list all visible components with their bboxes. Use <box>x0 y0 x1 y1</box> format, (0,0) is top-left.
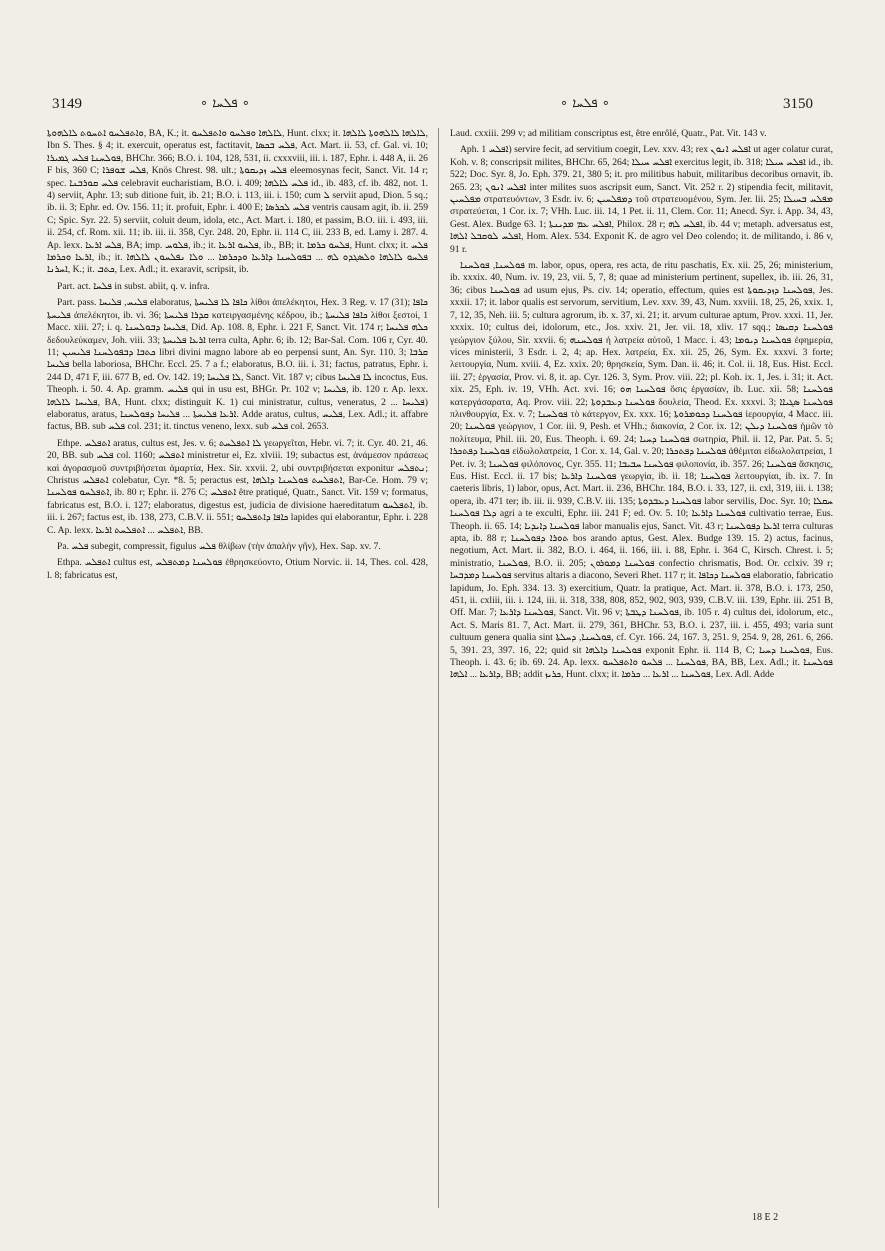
right-page-number: 3150 <box>783 96 813 112</box>
left-page-number: 3149 <box>52 96 82 112</box>
page-header <box>0 96 885 120</box>
entry-paragraph: Aph. ܐܦܠܚ 1) servire fecit, ad servitium coegit, Lev. xxv. 43; rex ܐܦܠܚ ܐܢܘܢ ut ager colatur curat, Koh. v. 8; conscripsit milites, BHChr. 65, 264; ܐܦܠܚ ܚܝܠܐ exercitus legit, ib. 318; ܐܦܠܚ ܚܝܠܐ id., ib. 522; Doc. Syr. 8, Jo. Eph. 379. 21, 380 5; it. pro militibus habuit, militaribus decoribus ornavit, ib. 265. 23; ܐܦܠܚ ܐܢܘܢ inter milites suos ascripsit eum, Sanct. Vit. 252 r. 2) stipendia fecit, militavit, ܡܦܠܚܝܢ στρατευόντων, 3 Esdr. iv. 6; ܕܡܦܠܚܝܢ τοῦ στρατευομένου, Sym. Jer. lii. 25; ܡܦܠܚ ܒܚܝܠܐ στρατεύεται, 1 Cor. ix. 7; VHh. Luc. iii. 14, 1 Pet. ii. 11, Clem. Cor. 11; Anecd. Syr. i. App. 34, 43, Gest. Alex. Budge 63. 1; ܐܦܠܚ ܥܡ ܡܕܝܢܬܐ, Philox. 28 r; ܐܦܠܚ ܠܗ, ib. 44 v; metaph. adversatus est, ܐܦܠܚ ܠܘܩܒܠ ܐܠܗܐ, Hom. Alex. 534. Exponit K. de agro vel Deo colendo; it. de militando, i. 86 v, 91 r. <box>450 144 833 255</box>
entry-paragraph: Part. act. ܦܠܚܐ in subst. abiit, q. v. infra. <box>57 280 210 292</box>
entry-paragraph: Laud. cxxiii. 299 v; ad militiam conscriptus est, être enrôlé, Quatr., Pat. Vit. 143 v. <box>450 128 767 139</box>
left-running-head: ∘ ܦܠܚܐ ∘ <box>200 96 250 111</box>
entry-paragraph: ܘܐܬܦܠܚܘ ܐܬܚܘܬ ܠܐܠܗܘܬܐ, BA, K.; it. ܠܐܠܗܐ ܘܦܠܚܘ ܘܐܬܦܠܚܘ, Hunt. clxx; it. ܠܐܠܗܐ ܠܐܠܗܘܬܐ ܠܐܠܗܐ, Ibn S. Thes. § 4; it. exercuit, operatus est, factitavit, ܦܠܚ ܒܟܣܐ, Act. Mart. ii. 53, cf. Gal. vi. 10; ܦܘܠܚܢܐ ܦܠܚ ܓܡܝܪܐ, BHChr. 366; B.O. i. 104, 128, 531, ii. cxxxviii, iii. i. 187, Ephr. i. 448 A, ii. 26 F bis, 360 C; ܦܠܚ ܫܘܦܪܐ, Knös Chrest. 98. ult.; ܦܠܚ ܙܕܝܩܘܬܐ eleemosynas fecit, Sanct. Vit. 14 r; spec. ܦܠܚ ܩܘܪܒܢܐ celebravit eucharistiam, B.O. i. 409; ܦܠܚ ܠܐܠܗܐ id., ib. 483, cf. ib. 482, not. 1. 4) serviit, Aphr. 13; sub ditione fuit, ib. 21; B.O. i. 113, iii. i. 150; cum ܠ serviit apud, Dion. 5 sq.; ib. ii. 3; Ephr. ed. Ov. 156. 11; it. profuit, Ephr. i. 400 E; ܦܠܚ ܠܟܪܣܐ ventris causam agit, ib. ii. 259 C; Spic. Syr. 22. 5) serviit, coluit deum, idola, etc., Act. Mart. i. 180, et passim, B.O. iii. i. 493, iii. ii. 254, cf. Rom. xii. 11; ib. iii. ii. 358, Cyr. 248. 20, Ephr. ii. 114 C, iii. 233 B, ed. Lamy i. 287. 4. Ap. lexx. ܦܠܚ ܐܪܥܐ, BA; imp. ܦܠܘܚ, ib.; it. ܦܠܚܘ ܐܪܥܐ, ib., BB; it. ܦܠܚܘ ܟܪܡܐ, Hunt. clxx; it. ܦܠܚ ܐܪܥܐ ܘܟܪܡܐ, ib.; it. ܦܠܚܘ ܠܐܠܗܐ ܘܠܣܓܕܘ ܠܗ ... ܒܦܘܠܚܢܐ ܕܐܪܥܐ ܘܕܟܪܡܐ ... ܘܠܐ ܢܦܠܚܘܢ ܠܐܠܗܐ ܐܚܪܢܐ, K.; it. ܟܬܒ, Lex. Adl.; it. exaravit, scripsit, ib. <box>47 128 428 276</box>
right-column <box>450 128 833 1213</box>
column-divider <box>438 128 439 1208</box>
entry-paragraph: ܦܘܠܚܢܐ, ܦܘܠܚܢܐ m. labor, opus, opera, res acta, de ritu paschatis, Ex. xii. 25, 26; ministerium, ib. xxxix. 40, Num. iv. 19, 23, vii. 5, 7, 8; quae ad ministerium pertinent, supellex, ib. iii. 26, 31, 36; cibus ܦܘܠܚܢܐ ad usum ejus, Ps. civ. 14; operatio, effectum, quies est ܦܘܠܚܢܐ ܕܙܕܝܩܘܬܐ, Jes. xxxii. 17; it. labor qualis est servorum, servitium, Lev. xxv. 39, 43, Num. xxviii. 18, 25, 26, xxix. 1, 7, 12, 35, Neh. iii. 5; cultura agrorum, ib. x. 37, xi. 21; it. arvum culturae aptum, Prov. xxxi. 11, Jer. xxxix. 10; cultus dei, idolorum, etc., Jos. xxiv. 21, Jer. vii. 18, xliv. 17 sqq.; ܦܘܠܚܢܐ ܕܩܝܣܐ γεώργιον ξύλου, Sir. xxvii. 6; ܦܘܠܚܢܗ ἡ λατρεία αὐτοῦ, 1 Macc. i. 43; ܦܘܠܚܢܐ ܕܝܘܡܐ ἐφημερία, vices ministerii, 3 Esdr. i. 2, 4; ap. Hex. λατρεία, Ex. xii. 25, 26, Sym. Ex. xxxvi. 3 forte; λειτουργία, Num. xviii. 4, Ez. xxix. 20; θρησκεία, Sym. Dan. ii. 46; it. Col. ii. 18, Eus. Hist. Eccl. iii. 27; ἐργασία, Prov. vi. 8, it. ap. Cyr. 126. 3, Sym. Prov. viii. 22; pl. Koh. ix. 1, Jes. i. 31; it. Act. xix. 25, Eph. iv. 19, VHh. Act. xvi. 16; ܦܘܠܚܢܐ ܗܘ ὅσις ἐργασίαν, ib. Luc. xii. 58; ܦܘܠܚܢܐ κατεργάσαρατα, Aq. Prov. viii. 22; ܦܘܠܚܢܐ ܕܥܒܕܘܬܐ δουλεία, Theod. Ex. xxxvi. 3; ܦܘܠܚܢܐ ܣܓܝܐܐ πλινθουργία, Ex. v. 7; ܦܘܠܚܢܐ τὸ κάτεργον, Ex. xxx. 16; ܦܘܠܚܢܐ ܕܟܘܡܪܘܬܐ ἱερουργία, 4 Macc. iii. 20; ܦܘܠܚܢܐ γεώργιον, 1 Cor. iii. 9, Pesh. et VHh.; διακονία, 2 Cor. ix. 12; ܦܘܠܚܢܐ ܕܝܠܢ ἡμῶν τὸ πολίτευμα, Phil. iii. 20, Eus. Theoph. i. 69. 24; ܦܘܠܚܢܐ ܕܚܝܐ σωτηρία, Phil. ii. 12, Par. Pat. 5. 5; ܦܘܠܚܢܐ ܕܦܬܟܪܐ εἰδωλολατρεία, 1 Cor. x. 14, Gal. v. 20; ܦܘܠܚܢܐ ܕܦܬܟܪܐ ἀθέμιται εἰδωλολατρείαι, 1 Pet. iv. 3; ܦܘܠܚܢܐ φιλόπονος, Cyr. 355. 11; ܦܘܠܚܢܐ ܚܒܝܒܐ φιλοπονία, ib. 357. 26; ܦܘܠܚܢܐ ἄσκησις, Eus. Hist. Eccl. ii. 17 bis; ܦܘܠܚܢܐ ܕܐܪܥܐ γεωργία, ib. ii. 18; ܦܘܠܚܢܐ λειτουργίαι, ib. ix. 7. In caeteris libris, 1) labor, opus, Act. Mart. ii. 236, BHChr. 184, B.O. i. 33, 127, ii. cxl, 319, iii. i. 138; opera, ib. 471 ter; ib. iii. ii. 939, C.B.V. iii. 135; ܦܘܠܚܢܐ ܕܥܒܕܘܬܐ labor servilis, Doc. Syr. 10; ܚܩܠܐ ܕܠܐ ܦܘܠܚܢܐ agri a te exculti, Ephr. iii. 241 F; ed. Ov. 5. 10; ܦܘܠܚܢܐ ܕܐܪܥܐ cultivatio terrae, Eus. Theoph. ii. 65. 14; ܦܘܠܚܢܐ ܕܐܝܕܝܐ labor manualis ejus, Sanct. Vit. 43 r; ܐܪܥܐ ܕܦܘܠܚܢܐ terra culturas apta, ib. 88 r; ܬܘܪܐ ܕܦܘܠܚܢܐ bos arando aptus, Gest. Alex. Budge 139. 15. 2) actus, facinus, negotium, Act. Mart. ii. 382, B.O. i. 464, ii. 166, iii. i. 88, Ephr. i. 364 C, Kirsch. Chrest. i. 5; ministratio, ܦܘܠܚܢܐ, B.O. ii. 205; ܦܘܠܚܢܐ ܕܡܘܪܘܢ confectio chrismatis, Bod. Or. cclxiv. 39 r; ܦܘܠܚܢܐ ܕܡܕܒܚܐ servitus altaris a diacono, Severi Rhet. 117 r; it. ܦܘܠܚܢܐ ܕܟܐܦܐ elaboratio, fabricatio lapidum, Jo. Eph. 334. 13. 3) exercitium, Quatr. la pratique, Act. Mart. ii. 378, B.O. i. 173, 250, 451, ii. cxliii, iii. i. 124, iii. ii. 318, 338, 808, 852, 902, 903, 939, C.B.V. iii. 139, Ephr. iii. 251 B, Off. Mar. 7; ܦܘܠܚܢܐ ܕܐܪܥܐ, Sanct. Vit. 96 v; ܦܘܠܚܢܐ ܕܛܒܬܐ, ib. 105 r. 4) cultus dei, idolorum, etc., Act. S. Maris 81. 7, Act. Mart. ii. 279, 361, BHChr. 53, B.O. i. 237, iii. i. 455, 493; varia sunt cultuum genera qualia sint ܦܘܠܚܢܐ, ܕܚܠܬܐ, cf. Cyr. 166. 24, 167. 3, 251. 9, 254. 9, 28, 261. 6, 266. 5, 391. 23, 397. 16, 22; quid sit ܦܘܠܚܢܐ ܕܐܠܗܐ exponit Ephr. ii. 114 B, C; ܦܘܠܚܢܐ ܕܚܝܐ, Eus. Theoph. i. 43. 6; ib. 69. 24. Ap. lexx. ܦܘܠܚܢܐ ... ܦܠܚܘ ܘܐܬܦܠܚܘ, BA, BB, Lex. Adl.; it. ܦܘܠܚܢܐ ܕܐܪܥܐ ... ܐܠܗܐ, BB; addit ܟܪܝܙ, Hunt. clxx; it. ܦܘܠܚܢܐ ... ܐܪܥܐ ... ܟܪܡܐ, Lex. Adl. Adde <box>450 260 833 681</box>
right-running-head: ∘ ܦܠܚܐ ∘ <box>560 96 610 111</box>
entry-paragraph: Pa. ܦܠܚ subegit, compressit, figulus ܦܠܚ θλίβων (τὴν ἁπαλὴν γῆν), Hex. Sap. xv. 7. <box>57 541 381 552</box>
entry-paragraph: Ethpa. ܐܬܦܠܚ cultus est, ܦܘܠܚܢܐ ܕܡܬܦܠܚ ἐθρησκεύοντο, Otium Norvic. ii. 14, Thes. col. 428, l. 8; fabricatus est, <box>47 557 428 581</box>
entry-paragraph: Ethpe. ܐܬܦܠܚ aratus, cultus est, Jes. v. 6; ܠܐ ܐܬܦܠܚܬ γεωργεῖται, Hebr. vi. 7; it. Cyr. 40. 21, 46. 20, BB. sub ܦܠܚ col. 1160; ܐܬܦܠܚ ministretur ei, Ez. xlviii. 19; subactus est, ἀνάμεσον πράσεως καὶ ἀγορασμοῦ συντριβήσεται ἁμαρτία, Hex. Sir. xxvii. 2, ubi συντριβήσεται exponitur ܢܬܦܠܚ; Christus ܐܬܦܠܚ colebatur, Cyr. *8. 5; peractus est, ܐܬܦܠܚܬ ܦܘܠܚܢܐ ܕܐܠܗܐ, Bar-Ce. Hom. 79 v; ܐܬܦܠܚܘ ܦܘܠܚܢܐ, ib. 80 r; Ephr. ii. 276 C; ܐܬܦܠܚ être pratiqué, Quatr., Sanct. Vit. 159 v; formatus, fabricatus est, B.O. i. 127; elaboratus, digestus est, judicia de divisione haereditatum ܐܬܦܠܚܘ, ib. iii. i. 267; factus est, ib. 138, 273, C.B.V. ii. 551; ܟܐܦܐ ܕܐܬܦܠܚܘ lapides qui elaborantur, Ephr. i. 228 C. Ap. lexx. ܐܬܦܠܚ ... ܐܬܦܠܚܬ ܐܪܥܐ, BB. <box>47 437 428 536</box>
left-column <box>47 128 428 1213</box>
entry-paragraph: Part. pass. ܦܠܝܚ, ܦܠܝܚܐ elaboratus, ܟܐܦܐ ܠܐ ܦܠܝܚܬܐ λίθοι ἀπελέκητοι, Hex. 3 Reg. v. 17 (31); ܟܐܦܐ ܦܠܝܚܬܐ ἀπελέκητοι, ib. vi. 36; ܩܕܪܐ ܦܠܝܚܬܐ κατειργασμένης κέδρου, ib.; ܟܐܦܐ ܦܠܝܚܬܐ λίθοι ξεστοί, 1 Macc. xiii. 27; i. q. ܦܠܝܚܐ ܕܒܘܠܚܢܐ, Did. Ap. 108. 8, Ephr. i. 221 F, Sanct. Vit. 174 r; ܟܠܗ ܦܠܝܚܐ δεδουλεύκαμεν, Joh. viii. 33; ܐܪܥܐ ܦܠܝܚܬܐ terra culta, Aphr. 6; ib. 12; Bar-Sal. Com. 106 r, Cyr. 40. 11; ܟܬܒܐ ܕܒܦܘܠܚܢܐ ܦܠܝܚܝܢ libri divini magno labore ab eo perpensi sunt, An. Syr. 110. 3; ܩܪܒܐ ܦܠܝܚܐ bella laboriosa, BHChr. Eccl. 25. 7 a f.; elaboratus, B.O. iii. i. 31; factus, patratus, Ephr. i. 244 D, 471 F, iii. 677 B, ed. Ov. 142. 19; ܠܐ ܦܠܝܚܐ, Sanct. Vit. 187 v; cibus ܠܐ ܦܠܝܚܐ incoctus, Eus. Theoph. i. 50. 4. Ap. gramm. ܦܠܝܚ qui in usu est, BHGr. Pr. 102 v; ܦܠܝܚܐ, ib. 120 r. Ap. lexx. ܦܠܝܚܐ ܠܐܠܗܐ, BA, Hunt. clxx; distinguit K. 1) cui ministratur, cultus, veneratus, ܦܠܝܚܐ ... 2) elaboratus, aratus, ܐܪܥܐ ܦܠܝܚܬܐ ... ܦܠܝܚܐ ܕܦܘܠܚܢܐ. Adde aratus, cultus, ܦܠܝܚ, Lex. Adl.; it. affabre factus, BB. sub ܦܠܚ col. 231; it. tinctus veneno, lexx. sub ܦܠܚ col. 2653. <box>47 297 428 433</box>
signature-mark: 18 E 2 <box>752 1212 779 1223</box>
